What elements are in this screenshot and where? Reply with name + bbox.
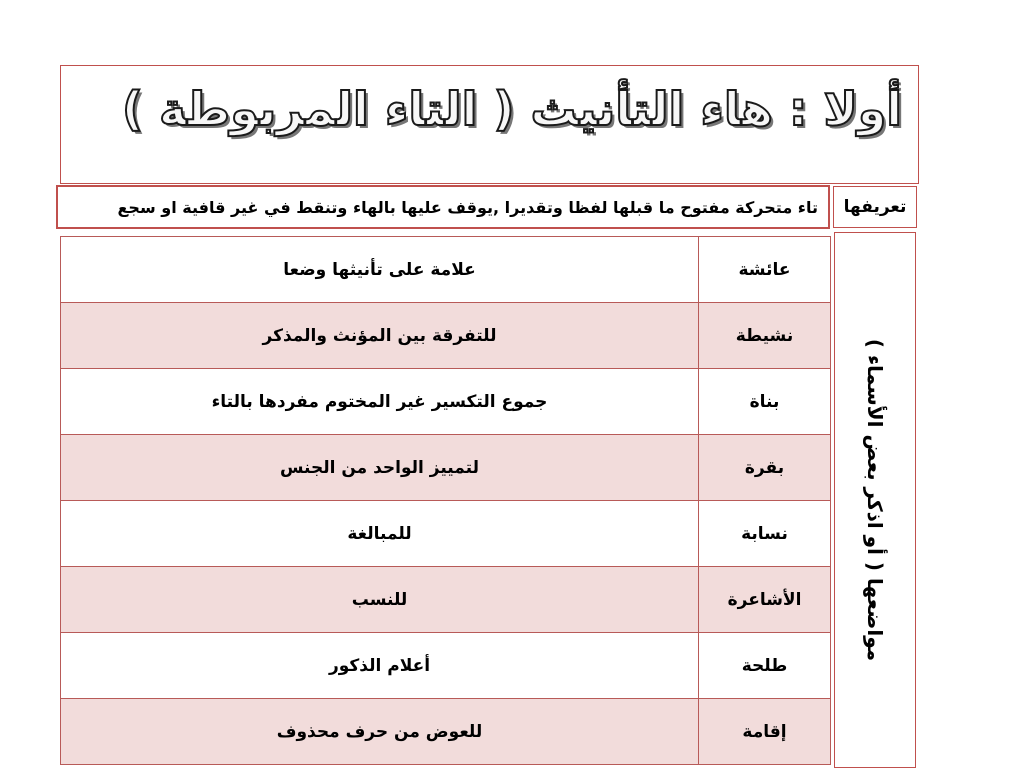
example-cell: الأشاعرة [699, 567, 831, 633]
use-cell: للنسب [61, 567, 699, 633]
table-row [61, 303, 831, 369]
use-cell: أعلام الذكور [61, 633, 699, 699]
table-row [61, 567, 831, 633]
use-cell: للمبالغة [61, 501, 699, 567]
table-row [61, 369, 831, 435]
use-cell: للعوض من حرف محذوف [61, 699, 699, 765]
example-cell: طلحة [699, 633, 831, 699]
use-cell: علامة على تأنيثها وضعا [61, 237, 699, 303]
example-cell: إقامة [699, 699, 831, 765]
table-row [61, 633, 831, 699]
use-cell: للتفرقة بين المؤنث والمذكر [61, 303, 699, 369]
example-cell: نشيطة [699, 303, 831, 369]
page-title: أولا : هاء التأنيث ( التاء المربوطة ) [121, 82, 903, 136]
example-cell: بقرة [699, 435, 831, 501]
places-label: مواضعها ( أو اذكر بعض الأسماء ) [863, 338, 887, 662]
example-cell: نسابة [699, 501, 831, 567]
table-row [61, 435, 831, 501]
definition-label: تعريفها [833, 186, 917, 228]
example-cell: عائشة [699, 237, 831, 303]
example-cell: بناة [699, 369, 831, 435]
use-cell: جموع التكسير غير المختوم مفردها بالتاء [61, 369, 699, 435]
places-table [60, 236, 831, 765]
definition-text: تاء متحركة مفتوح ما قبلها لفظا وتقديرا ,يوقف عليها بالهاء وتنقط في غير قافية او سجع [56, 185, 830, 229]
table-row [61, 699, 831, 765]
places-label-box [834, 232, 916, 768]
use-cell: لتمييز الواحد من الجنس [61, 435, 699, 501]
table-row [61, 501, 831, 567]
table-row [61, 237, 831, 303]
